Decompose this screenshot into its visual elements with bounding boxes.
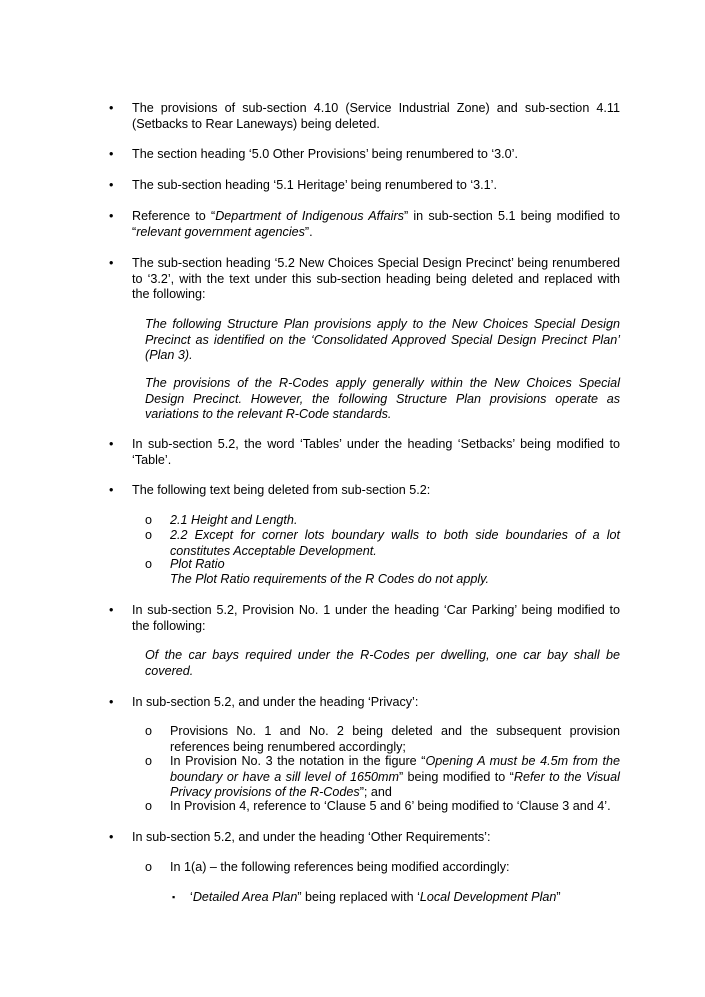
bullet-icon: • bbox=[109, 147, 114, 161]
quote-structure-plan: The following Structure Plan provisions apply to the New Choices Special Design Precinct as identified on the ‘Consolidated Approved Special Design Precinct Plan’ (Plan 3). bbox=[145, 317, 620, 362]
circle-bullet-icon: o bbox=[145, 799, 153, 813]
deleted-boundary-walls: 2.2 Except for corner lots boundary walls to both side boundaries of a lot constitutes Acceptable Development. bbox=[170, 528, 620, 558]
item-heritage-renumber: The sub-section heading ‘5.1 Heritage’ being renumbered to ‘3.1’. bbox=[132, 178, 497, 192]
circle-bullet-icon: o bbox=[145, 528, 153, 542]
privacy-provision-4: In Provision 4, reference to ‘Clause 5 and 6’ being modified to ‘Clause 3 and 4’. bbox=[170, 799, 611, 813]
bullet-icon: • bbox=[109, 830, 114, 844]
italic-run: Local Development Plan bbox=[419, 890, 557, 904]
square-bullet-icon: ▪ bbox=[172, 892, 176, 902]
quote-car-bays: Of the car bays required under the R-Codes per dwelling, one car bay shall be covered. bbox=[145, 648, 620, 678]
item-text-deleted: The following text being deleted from sub-section 5.2: bbox=[132, 483, 431, 497]
italic-run: relevant government agencies bbox=[136, 224, 305, 239]
quote-r-codes: The provisions of the R-Codes apply generally within the New Choices Special Design Precinct. However, the following Structure Plan provisions operate as variations to the relevant R-Code standards. bbox=[145, 376, 620, 421]
bullet-icon: • bbox=[109, 178, 114, 192]
item-new-choices-precinct: The sub-section heading ‘5.2 New Choices Special Design Precinct’ being renumbered to ‘3.2’, with the text under this sub-section heading being deleted and replaced with the following: bbox=[132, 256, 620, 301]
bullet-icon: • bbox=[109, 209, 114, 223]
bullet-icon: • bbox=[109, 437, 114, 451]
text-run: ”; and bbox=[359, 785, 392, 799]
bullet-icon: • bbox=[109, 101, 114, 115]
circle-bullet-icon: o bbox=[145, 754, 153, 768]
text-run: ‘ bbox=[190, 890, 193, 904]
bullet-icon: • bbox=[109, 483, 114, 497]
text-run: ” bbox=[556, 890, 561, 904]
item-car-parking: In sub-section 5.2, Provision No. 1 under the heading ‘Car Parking’ being modified to the following: bbox=[132, 603, 620, 633]
other-req-dap-replaced bbox=[190, 890, 620, 906]
italic-run: Refer to the Visual Privacy provisions of the R-Codes bbox=[170, 769, 620, 799]
text-run: In Provision No. 3 the notation in the figure “ bbox=[170, 754, 426, 768]
privacy-provisions-deleted: Provisions No. 1 and No. 2 being deleted and the subsequent provision references being renumbered accordingly; bbox=[170, 724, 620, 754]
deleted-height-length: 2.1 Height and Length. bbox=[170, 513, 298, 527]
privacy-provision-3 bbox=[170, 754, 620, 801]
circle-bullet-icon: o bbox=[145, 513, 153, 527]
circle-bullet-icon: o bbox=[145, 860, 153, 874]
text-run: Reference to “ bbox=[132, 209, 216, 223]
circle-bullet-icon: o bbox=[145, 557, 153, 571]
bullet-icon: • bbox=[109, 603, 114, 617]
item-service-industrial: The provisions of sub-section 4.10 (Service Industrial Zone) and sub-section 4.11 (Setbacks to Rear Laneways) being deleted. bbox=[132, 101, 620, 131]
bullet-icon: • bbox=[109, 695, 114, 709]
text-run: ”. bbox=[304, 224, 313, 239]
italic-run: Department of Indigenous Affairs bbox=[215, 209, 404, 223]
item-other-requirements: In sub-section 5.2, and under the heading ‘Other Requirements’: bbox=[132, 830, 491, 844]
text-run: ” being replaced with ‘ bbox=[297, 890, 420, 904]
italic-run: Detailed Area Plan bbox=[192, 890, 298, 904]
text-run: ” being modified to “ bbox=[398, 769, 514, 784]
item-setbacks-tables: In sub-section 5.2, the word ‘Tables’ under the heading ‘Setbacks’ being modified to ‘Table’. bbox=[132, 437, 620, 467]
item-privacy: In sub-section 5.2, and under the heading ‘Privacy’: bbox=[132, 695, 419, 709]
circle-bullet-icon: o bbox=[145, 724, 153, 738]
deleted-plot-ratio-text: The Plot Ratio requirements of the R Codes do not apply. bbox=[170, 572, 489, 586]
bullet-icon: • bbox=[109, 256, 114, 270]
text-run: ” in sub-section 5.1 being modified to “ bbox=[132, 209, 620, 239]
italic-run: Opening A must be 4.5m from the boundary or have a sill level of 1650mm bbox=[170, 754, 620, 784]
item-indigenous-affairs bbox=[132, 209, 620, 240]
item-section-heading-renumber: The section heading ‘5.0 Other Provisions’ being renumbered to ‘3.0’. bbox=[132, 147, 518, 161]
deleted-plot-ratio-heading: Plot Ratio bbox=[170, 557, 225, 571]
other-req-1a: In 1(a) – the following references being modified accordingly: bbox=[170, 860, 510, 874]
